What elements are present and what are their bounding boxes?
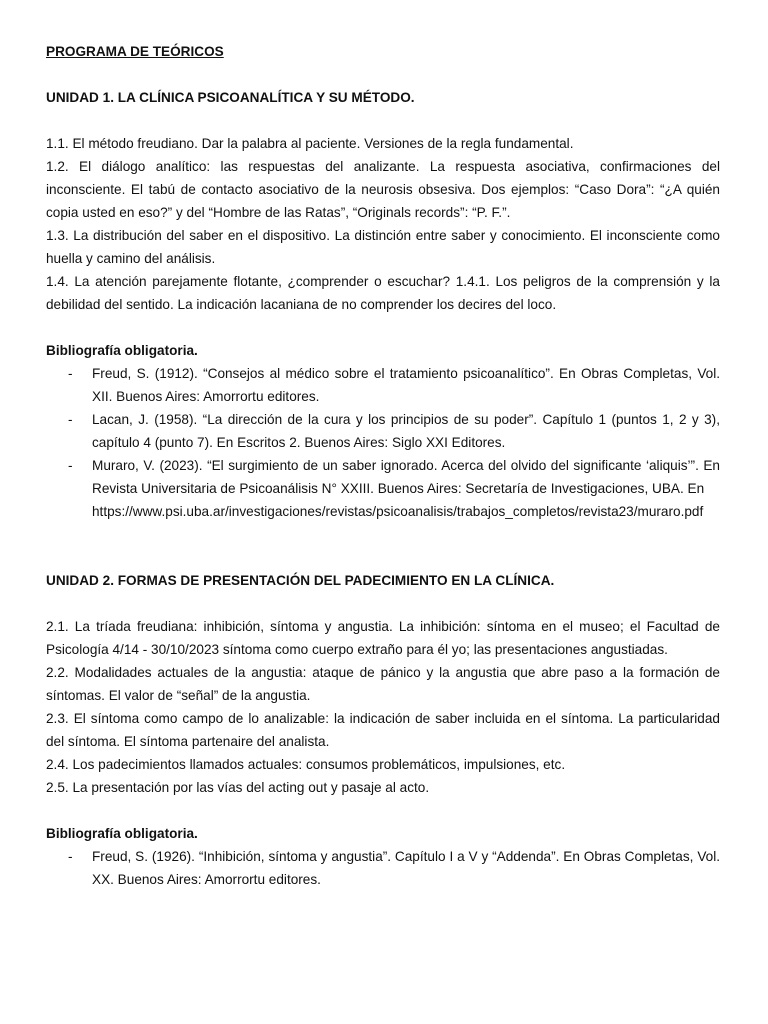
- list-bullet: -: [68, 412, 73, 427]
- bibliography-text: Freud, S. (1926). “Inhibición, síntoma y angustia”. Capítulo I a V y “Addenda”. En Obras Completas, Vol. XX. Buenos Aires: Amorrortu editores.: [92, 849, 720, 887]
- unit-2-paragraph: 2.4. Los padecimientos llamados actuales: consumos problemáticos, impulsiones, etc.: [46, 757, 566, 772]
- unit-2-paragraph: 2.3. El síntoma como campo de lo analizable: la indicación de saber incluida en el síntoma. La particularidad del síntoma. El síntoma partenaire del analista.: [46, 711, 720, 749]
- unit-1-paragraph: 1.2. El diálogo analítico: las respuestas del analizante. La respuesta asociativa, confirmaciones del inconsciente. El tabú de contacto asociativo de la neurosis obsesiva. Dos ejemplos: “Caso Dora”: “¿A quién copia usted en eso?” y del “Hombre de las Ratas”, “Originals records”: “P. F.”.: [46, 159, 720, 220]
- unit-1-section: [46, 86, 720, 523]
- list-bullet: -: [68, 849, 73, 864]
- unit-2-section: [46, 569, 720, 891]
- unit-1-bibliography-heading: Bibliografía obligatoria.: [46, 343, 198, 358]
- bibliography-item: [46, 454, 720, 523]
- bibliography-item: [46, 845, 720, 891]
- unit-2-paragraph: 2.1. La tríada freudiana: inhibición, síntoma y angustia. La inhibición: síntoma en el museo; el Facultad de Psicología 4/14 - 30/10/2023 síntoma como cuerpo extraño para él yo; las presentaciones angustiadas.: [46, 619, 720, 657]
- unit-2-paragraph: 2.2. Modalidades actuales de la angustia: ataque de pánico y la angustia que abre paso a la formación de síntomas. El valor de “señal” de la angustia.: [46, 665, 720, 703]
- bibliography-text: Muraro, V. (2023). “El surgimiento de un saber ignorado. Acerca del olvido del significante ‘aliquis’”. En Revista Universitaria de Psicoanálisis N° XXIII. Buenos Aires: Secretaría de Investigaciones, UBA. En: [92, 458, 720, 496]
- bibliography-item: [46, 362, 720, 408]
- unit-1-paragraph: 1.4. La atención parejamente flotante, ¿comprender o escuchar? 1.4.1. Los peligros de la comprensión y la debilidad del sentido. La indicación lacaniana de no comprender los decires del loco.: [46, 274, 720, 312]
- unit-2-paragraph: 2.5. La presentación por las vías del acting out y pasaje al acto.: [46, 780, 430, 795]
- bibliography-text: Freud, S. (1912). “Consejos al médico sobre el tratamiento psicoanalítico”. En Obras Completas, Vol. XII. Buenos Aires: Amorrortu editores.: [92, 366, 720, 404]
- unit-1-title: UNIDAD 1. LA CLÍNICA PSICOANALÍTICA Y SU MÉTODO.: [46, 90, 415, 105]
- unit-2-title: UNIDAD 2. FORMAS DE PRESENTACIÓN DEL PADECIMIENTO EN LA CLÍNICA.: [46, 573, 555, 588]
- unit-2-bibliography-list: [46, 845, 720, 891]
- document-page: [46, 40, 720, 891]
- unit-2-bibliography-heading: Bibliografía obligatoria.: [46, 826, 198, 841]
- list-bullet: -: [68, 366, 73, 381]
- bibliography-url[interactable]: https://www.psi.uba.ar/investigaciones/revistas/psicoanalisis/trabajos_completos/revista23/muraro.pdf: [92, 504, 704, 519]
- unit-1-paragraph: 1.3. La distribución del saber en el dispositivo. La distinción entre saber y conocimiento. El inconsciente como huella y camino del análisis.: [46, 228, 720, 266]
- list-bullet: -: [68, 458, 73, 473]
- bibliography-item: [46, 408, 720, 454]
- unit-1-paragraph: 1.1. El método freudiano. Dar la palabra al paciente. Versiones de la regla fundamental.: [46, 136, 574, 151]
- bibliography-text: Lacan, J. (1958). “La dirección de la cura y los principios de su poder”. Capítulo 1 (puntos 1, 2 y 3), capítulo 4 (punto 7). En Escritos 2. Buenos Aires: Siglo XXI Editores.: [92, 412, 720, 450]
- document-title: PROGRAMA DE TEÓRICOS: [46, 44, 224, 59]
- unit-1-bibliography-list: [46, 362, 720, 523]
